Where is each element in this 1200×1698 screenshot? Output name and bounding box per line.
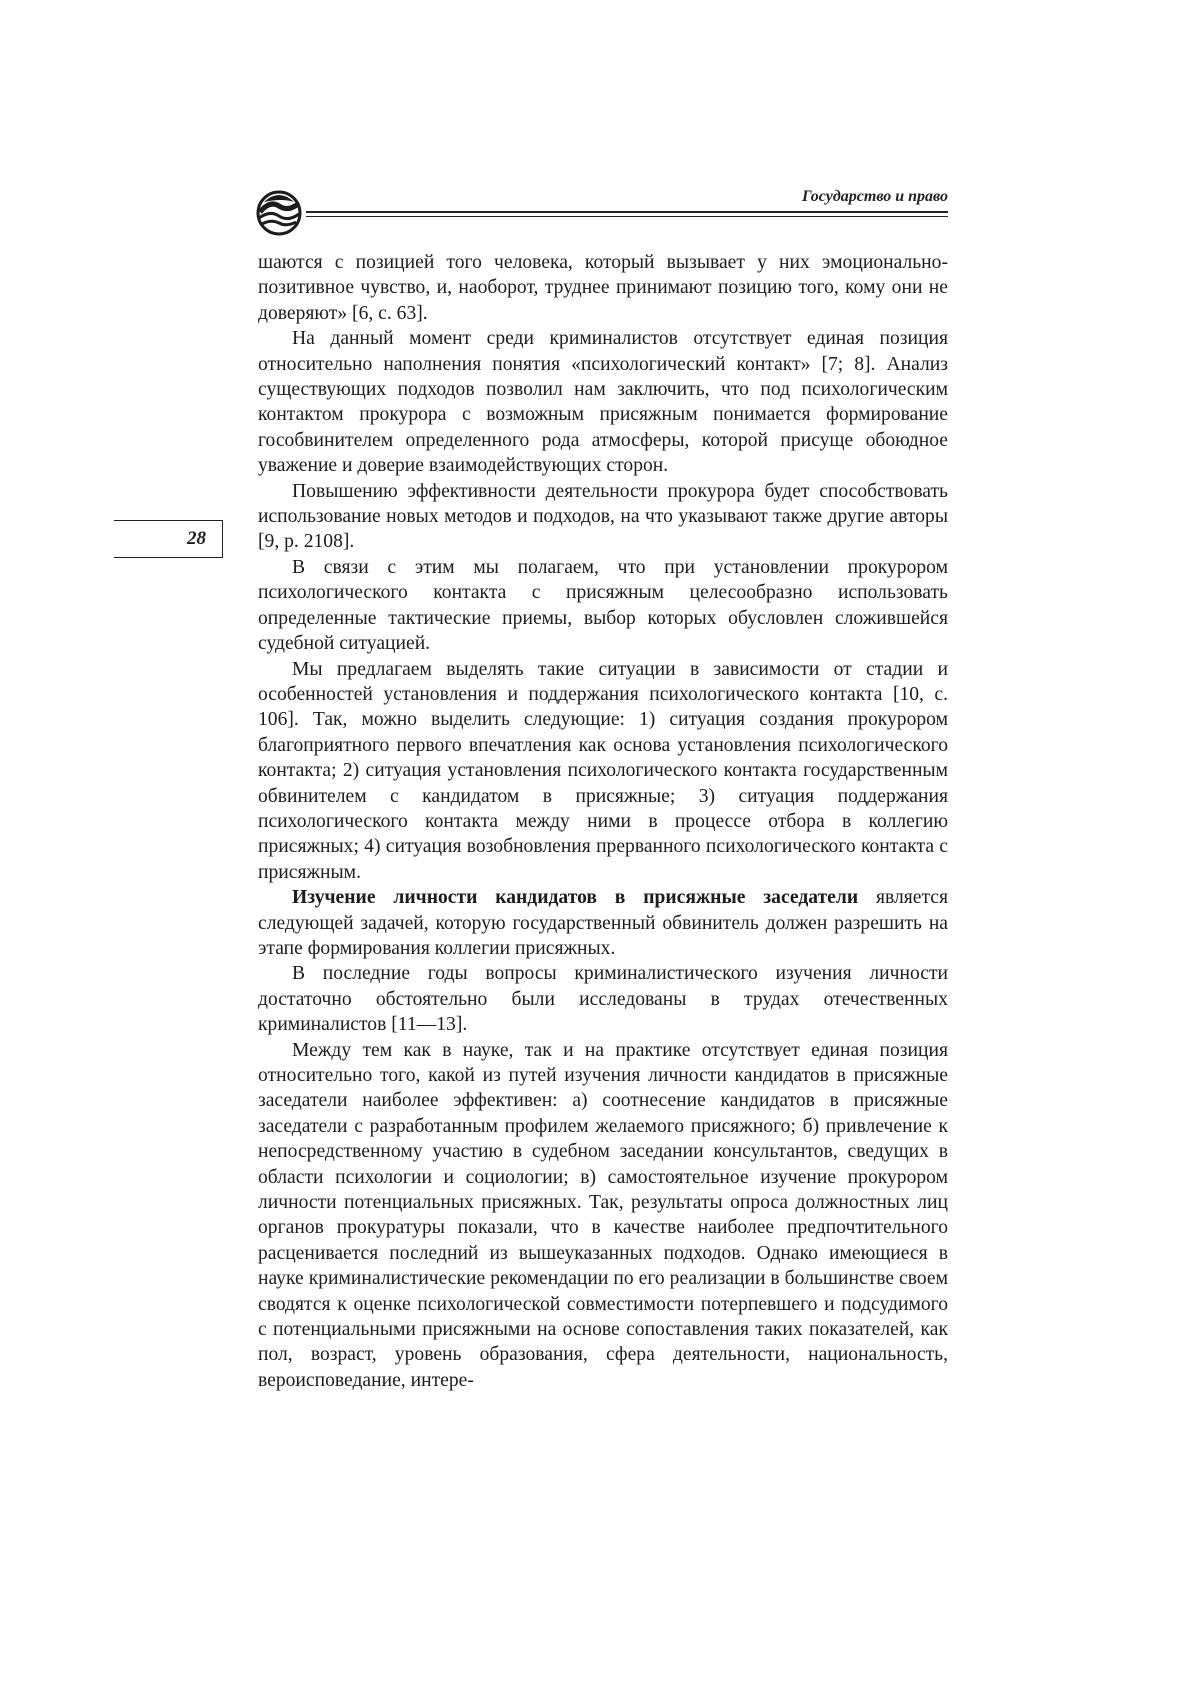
paragraph: Мы предлагаем выделять такие ситуации в зависимости от стадии и особенностей установления и поддержания психологического контакта [10, с. 106]. Так, можно выделить следующие: 1) ситуация создания прокурором благоприятного первого впечатления как основа установления психологического контакта; 2) ситуация установления психологического контакта государственным обвинителем с кандидатом в присяжные; 3) ситуация поддержания психологического контакта между ними в процессе отбора в коллегию присяжных; 4) ситуация возобновления прерванного психологического контакта с присяжным. (258, 658, 948, 883)
journal-title: Государство и право (801, 188, 948, 205)
header-rule-thin (306, 216, 948, 217)
paragraph: В связи с этим мы полагаем, что при установлении прокурором психологического контакта с присяжным целесообразно использовать определенные тактические приемы, выбор которых обусловлен сложившейся судебной ситуацией. (258, 556, 948, 655)
paragraph: На данный момент среди криминалистов отсутствует единая позиция относительно наполнения понятия «психологический контакт» [7; 8]. Анализ существующих подходов позволил нам заключить, что под психологическим контактом прокурора с возможным присяжным понимается формирование гособвинителем определенного рода атмосферы, которой присуще обоюдное уважение и доверие взаимодействующих сторон. (258, 328, 948, 477)
bold-term: Изучение личности кандидатов в присяжные заседатели (292, 887, 859, 909)
paragraph: Изучение личности кандидатов в присяжные заседатели является следующей задачей, которую государственный обвинитель должен разрешить на этапе формирования коллегии присяжных. (258, 887, 948, 959)
running-header (256, 186, 948, 236)
paragraph: Повышению эффективности деятельности прокурора будет способствовать использование новых методов и подходов, на что указывают также другие авторы [9, p. 2108]. (258, 480, 948, 553)
journal-logo-icon (256, 190, 302, 236)
article-body (258, 250, 948, 1393)
page-number-box (114, 520, 223, 558)
header-rule (306, 211, 948, 213)
page-number: 28 (187, 528, 206, 549)
paragraph: Между тем как в науке, так и на практике отсутствует единая позиция относительно того, какой из путей изучения личности кандидатов в присяжные заседатели наиболее эффективен: а) соотнесение кандидатов в присяжные заседатели с разработанным профилем желаемого присяжного; б) привлечение к непосредственному участию в судебном заседании консультантов, сведущих в области психологии и социологии; в) самостоятельное изучение прокурором личности потенциальных присяжных. Так, результаты опроса должностных лиц органов прокуратуры показали, что в качестве наиболее предпочтительного расценивается последний из вышеуказанных подходов. Однако имеющиеся в науке криминалистические рекомендации по его реализации в большинстве своем сводятся к оценке психологической совместимости потерпевшего и подсудимого с потенциальными присяжными на основе сопоставления таких показателей, как пол, возраст, уровень образования, сфера деятельности, национальность, вероисповедание, интере- (258, 1039, 948, 1391)
paragraph: В последние годы вопросы криминалистического изучения личности достаточно обстоятельно были исследованы в трудах отечественных криминалистов [11—13]. (258, 963, 948, 1036)
paragraph: шаются с позицией того человека, который вызывает у них эмоционально-позитивное чувство, и, наоборот, труднее принимают позицию того, кому они не доверяют» [6, с. 63]. (258, 252, 948, 324)
